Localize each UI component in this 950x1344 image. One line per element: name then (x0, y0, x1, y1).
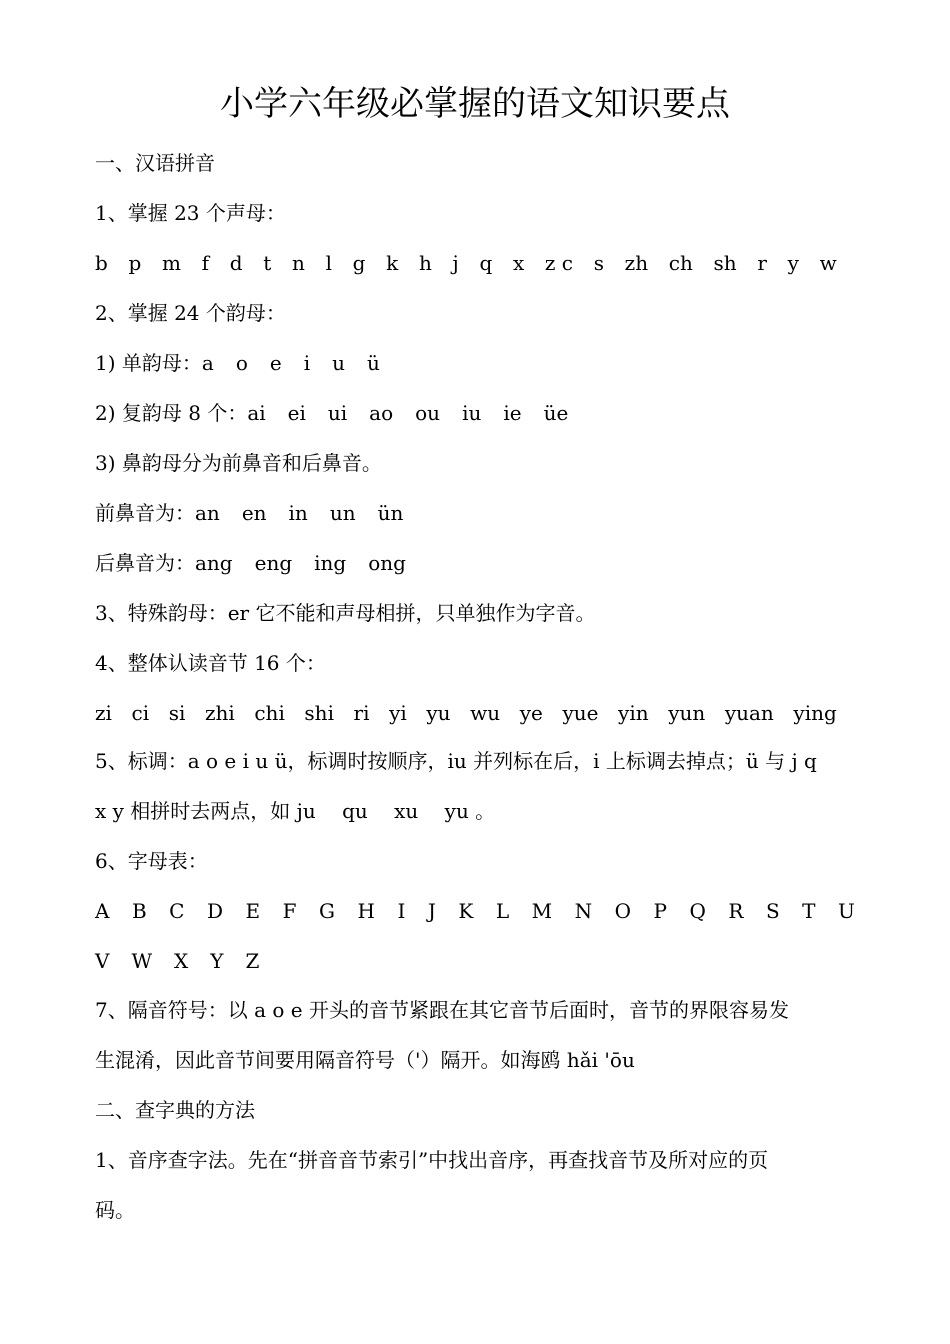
initial-item: ch (668, 251, 693, 275)
whole-syllables-list (95, 699, 837, 727)
final-item: e (269, 351, 282, 375)
final-item: u (332, 351, 346, 375)
final-item: ong (368, 551, 406, 575)
alphabet-row-1 (95, 897, 855, 925)
final-item: ai (247, 401, 266, 425)
final-item: en (241, 501, 267, 525)
alphabet-row-2 (95, 947, 259, 975)
compound-finals-line (95, 399, 568, 427)
syllable-item: yin (618, 701, 649, 725)
initial-item: x (512, 251, 525, 275)
letter-item: D (206, 899, 224, 923)
initial-item: j (452, 251, 459, 275)
back-nasal-line (95, 549, 406, 577)
initial-item: k (386, 251, 399, 275)
syllable-item: yi (389, 701, 407, 725)
front-nasal-label: 前鼻音为： (95, 501, 195, 525)
single-finals-label: 1) 单韵母： (95, 351, 202, 375)
initial-item: n (291, 251, 305, 275)
letter-item: G (319, 899, 335, 923)
final-item: ei (287, 401, 306, 425)
final-item: ao (369, 401, 394, 425)
final-item: üe (543, 401, 569, 425)
alphabet-intro: 6、字母表： (95, 849, 208, 873)
special-final-text: 3、特殊韵母：er 它不能和声母相拼，只单独作为字音。 (95, 601, 596, 625)
letter-item: Q (689, 899, 706, 923)
initial-item: zh (624, 251, 649, 275)
initial-item: t (263, 251, 272, 275)
final-item: iu (462, 401, 482, 425)
dictionary-method-line-2: 码。 (95, 1198, 135, 1222)
final-item: an (195, 501, 220, 525)
single-finals-line (95, 349, 380, 377)
whole-syllables-intro: 4、整体认读音节 16 个： (95, 651, 326, 675)
page-title: 小学六年级必掌握的语文知识要点 (220, 84, 730, 124)
letter-item: M (531, 899, 553, 923)
letter-item: Y (210, 949, 224, 973)
initial-item: s (593, 251, 604, 275)
final-item: ün (377, 501, 404, 525)
letter-item: V (95, 949, 110, 973)
final-item: ing (314, 551, 347, 575)
syllable-item: ci (131, 701, 150, 725)
initials-intro: 1、掌握 23 个声母： (95, 201, 286, 225)
letter-item: S (765, 899, 780, 923)
syllable-item: yue (562, 701, 599, 725)
letter-item: W (131, 949, 153, 973)
letter-item: T (802, 899, 816, 923)
initials-list (95, 249, 837, 277)
tone-rule-line-1: 5、标调：a o e i u ü，标调时按顺序，iu 并列标在后，i 上标调去掉点；ü 与 j q (95, 749, 817, 773)
initial-item: sh (713, 251, 737, 275)
syllable-item: si (168, 701, 186, 725)
initial-item: f (201, 251, 210, 275)
final-item: un (329, 501, 356, 525)
syllable-item: ying (793, 701, 837, 725)
dictionary-method-line-1: 1、音序查字法。先在“拼音音节索引”中找出音序，再查找音节及所对应的页 (95, 1148, 769, 1172)
syllable-separator-line-2: 生混淆，因此音节间要用隔音符号（'）隔开。如海鸥 hǎi 'ōu (95, 1048, 635, 1072)
letter-item: Z (245, 949, 260, 973)
letter-item: K (458, 899, 474, 923)
letter-item: J (427, 899, 436, 923)
syllable-item: wu (470, 701, 501, 725)
section-heading-dictionary: 二、查字典的方法 (95, 1098, 255, 1122)
letter-item: X (174, 949, 189, 973)
syllable-item: zi (95, 701, 112, 725)
back-nasal-label: 后鼻音为： (95, 551, 195, 575)
syllable-item: zhi (204, 701, 235, 725)
final-item: ui (327, 401, 348, 425)
initial-item: b (95, 251, 108, 275)
letter-item: R (728, 899, 744, 923)
final-item: i (303, 351, 311, 375)
syllable-item: chi (254, 701, 285, 725)
tone-rule-line-2: x y 相拼时去两点，如 ju qu xu yu 。 (95, 799, 496, 823)
initial-item: z c (544, 251, 574, 275)
final-item: ou (415, 401, 441, 425)
letter-item: C (169, 899, 185, 923)
syllable-item: yu (426, 701, 451, 725)
initial-item: w (819, 251, 837, 275)
final-item: ang (195, 551, 233, 575)
letter-item: P (653, 899, 667, 923)
initial-item: r (757, 251, 767, 275)
initial-item: l (325, 251, 332, 275)
letter-item: F (282, 899, 297, 923)
syllable-separator-line-1: 7、隔音符号：以 a o e 开头的音节紧跟在其它音节后面时，音节的界限容易发 (95, 998, 789, 1022)
initial-item: q (479, 251, 493, 275)
syllable-item: ri (353, 701, 370, 725)
compound-finals-label: 2) 复韵母 8 个： (95, 401, 248, 425)
initial-item: p (128, 251, 142, 275)
syllable-item: yun (668, 701, 706, 725)
letter-item: B (131, 899, 147, 923)
letter-item: L (495, 899, 510, 923)
section-heading-pinyin: 一、汉语拼音 (95, 151, 215, 175)
letter-item: U (838, 899, 855, 923)
final-item: ie (503, 401, 522, 425)
letter-item: A (95, 899, 110, 923)
initial-item: g (352, 251, 366, 275)
initial-item: m (162, 251, 181, 275)
final-item: ü (367, 351, 380, 375)
final-item: o (235, 351, 248, 375)
finals-intro: 2、掌握 24 个韵母： (95, 301, 286, 325)
initial-item: h (418, 251, 432, 275)
final-item: in (288, 501, 308, 525)
syllable-item: yuan (724, 701, 774, 725)
final-item: a (201, 351, 214, 375)
letter-item: N (574, 899, 593, 923)
letter-item: O (614, 899, 632, 923)
final-item: eng (254, 551, 293, 575)
syllable-item: ye (519, 701, 543, 725)
initial-item: d (229, 251, 243, 275)
initial-item: y (787, 251, 799, 275)
front-nasal-line (95, 499, 403, 527)
syllable-item: shi (304, 701, 334, 725)
letter-item: H (357, 899, 375, 923)
letter-item: I (397, 899, 406, 923)
letter-item: E (245, 899, 261, 923)
nasal-finals-intro: 3) 鼻韵母分为前鼻音和后鼻音。 (95, 451, 382, 475)
